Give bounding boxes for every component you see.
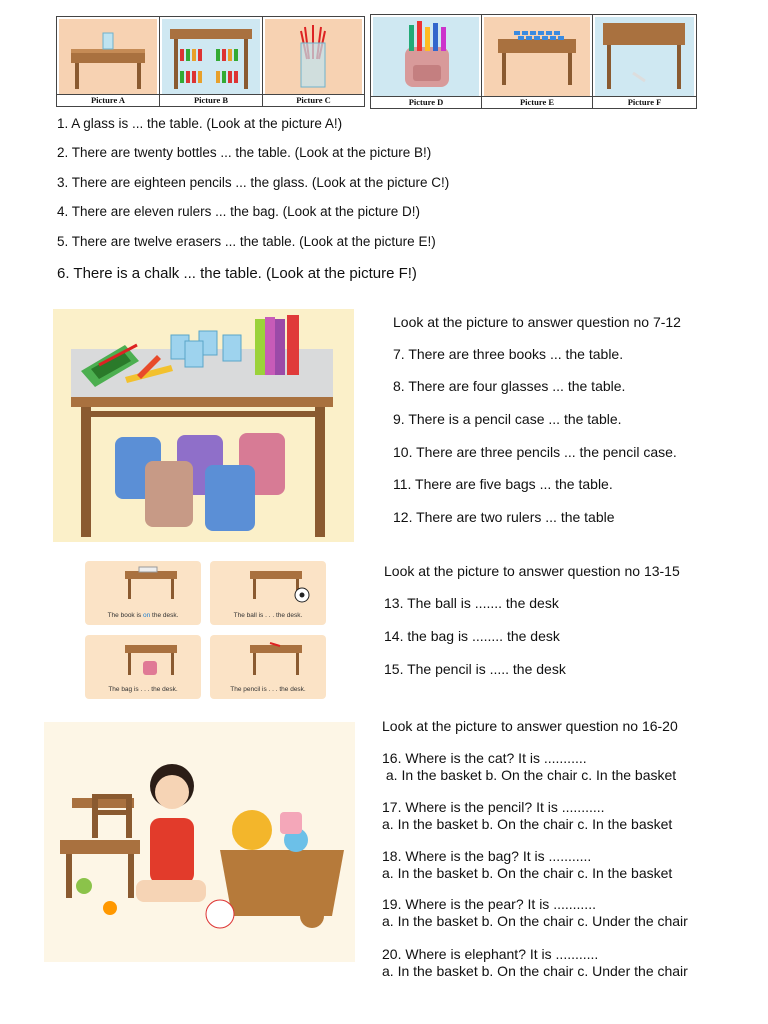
question-6: 6. There is a chalk ... the table. (Look at the picture F!) (57, 265, 417, 282)
desk-card-ball (210, 561, 326, 625)
caption-picture-a: Picture A (57, 94, 159, 106)
question-3: 3. There are eighteen pencils ... the glass. (Look at the picture C!) (57, 175, 450, 190)
picture-strip-a-c (56, 16, 365, 107)
section2-intro: Look at the picture to answer question no 7-12 (393, 314, 681, 330)
picture-f (593, 15, 696, 108)
picture-e (482, 15, 593, 108)
desk-card-pencil (210, 635, 326, 699)
desk-card-book (85, 561, 201, 625)
caption-picture-d: Picture D (371, 96, 481, 108)
question-16: 16. Where is the cat? It is ........... (382, 750, 587, 766)
question-19-options: a. In the basket b. On the chair c. Under the chair (382, 913, 688, 929)
caption-picture-f: Picture F (593, 96, 696, 108)
caption-picture-b: Picture B (160, 94, 262, 106)
caption-picture-e: Picture E (482, 96, 592, 108)
question-1: 1. A glass is ... the table. (Look at the picture A!) (57, 116, 343, 131)
question-20-options: a. In the basket b. On the chair c. Under the chair (382, 963, 688, 979)
picture-c (263, 17, 364, 106)
question-17-options: a. In the basket b. On the chair c. In the basket (382, 816, 673, 832)
question-19: 19. Where is the pear? It is ........... (382, 896, 596, 912)
classroom-table-illustration (53, 309, 354, 542)
card-caption-bag: The bag is . . . the desk. (108, 686, 178, 693)
question-18: 18. Where is the bag? It is ........... (382, 848, 592, 864)
question-8: 8. There are four glasses ... the table. (393, 378, 626, 394)
caption-picture-c: Picture C (263, 94, 364, 106)
question-12: 12. There are two rulers ... the table (393, 509, 615, 525)
picture-strip-d-f (370, 14, 697, 109)
question-7: 7. There are three books ... the table. (393, 346, 624, 362)
picture-a (57, 17, 160, 106)
girl-toys-illustration (44, 722, 355, 962)
section4-intro: Look at the picture to answer question no 16-20 (382, 718, 678, 734)
card-caption-ball: The ball is . . . the desk. (233, 612, 303, 619)
question-16-options: a. In the basket b. On the chair c. In the basket (382, 767, 677, 783)
card-caption-pencil: The pencil is . . . the desk. (230, 686, 306, 693)
question-13: 13. The ball is ....... the desk (384, 595, 559, 611)
question-17: 17. Where is the pencil? It is ........... (382, 799, 605, 815)
question-15: 15. The pencil is ..... the desk (384, 661, 566, 677)
question-10: 10. There are three pencils ... the pencil case. (393, 444, 677, 460)
card-caption-book: The book is on the desk. (107, 612, 179, 619)
question-5: 5. There are twelve erasers ... the table. (Look at the picture E!) (57, 234, 436, 249)
picture-d (371, 15, 482, 108)
desk-card-bag (85, 635, 201, 699)
question-11: 11. There are five bags ... the table. (393, 476, 613, 492)
question-18-options: a. In the basket b. On the chair c. In the basket (382, 865, 673, 881)
question-9: 9. There is a pencil case ... the table. (393, 411, 622, 427)
question-2: 2. There are twenty bottles ... the table. (Look at the picture B!) (57, 145, 432, 160)
section3-intro: Look at the picture to answer question no 13-15 (384, 563, 680, 579)
question-4: 4. There are eleven rulers ... the bag. (Look at the picture D!) (57, 204, 420, 219)
question-20: 20. Where is elephant? It is ........... (382, 946, 599, 962)
picture-b (160, 17, 263, 106)
question-14: 14. the bag is ........ the desk (384, 628, 560, 644)
